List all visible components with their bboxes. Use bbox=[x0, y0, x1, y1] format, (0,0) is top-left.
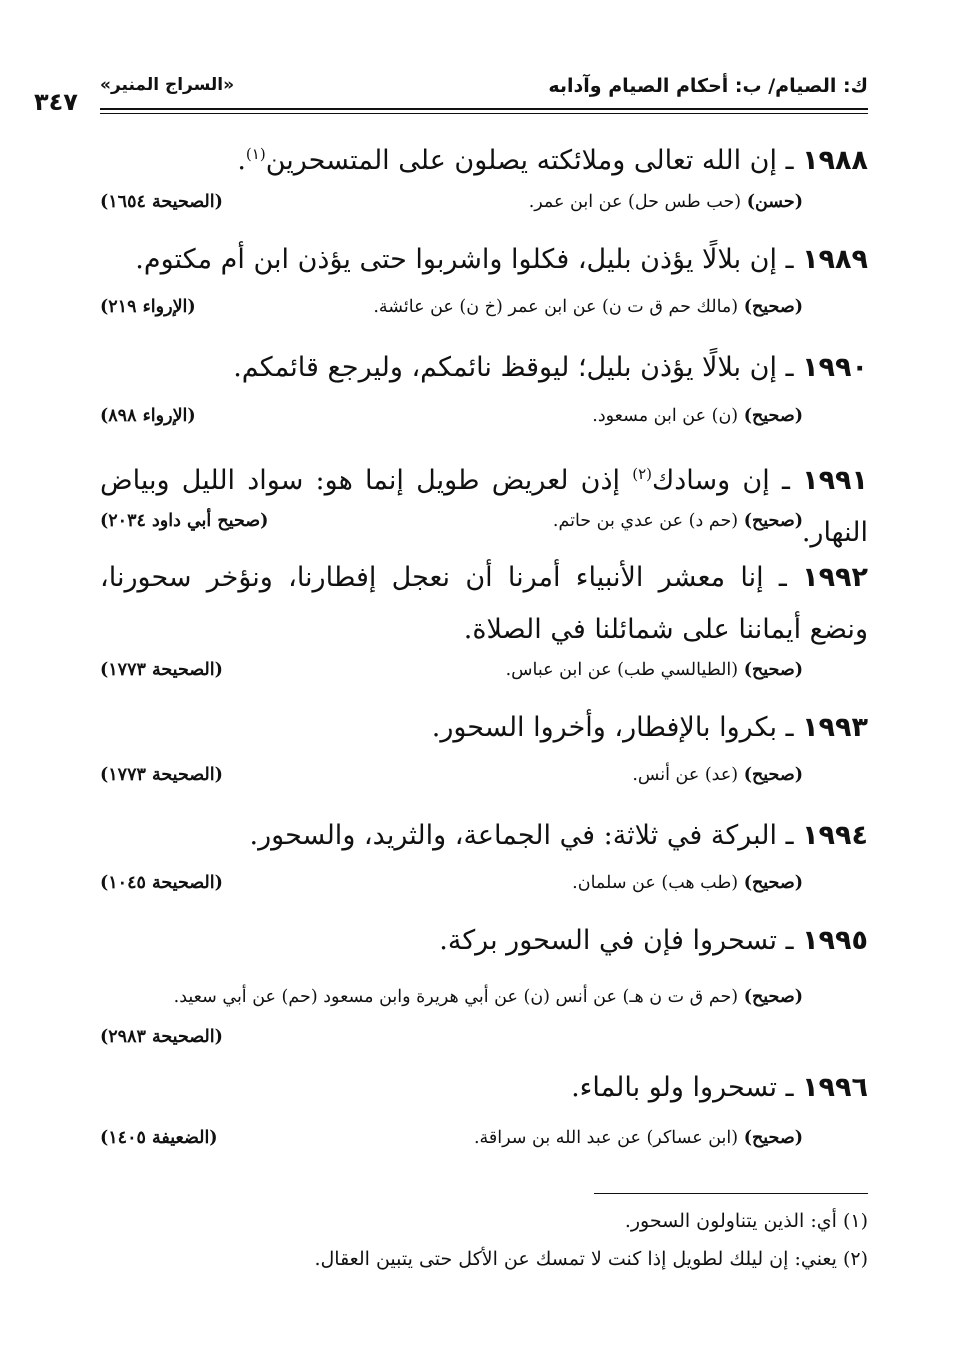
hadith-body: البركة في ثلاثة: في الجماعة، والثريد، والسحور. bbox=[249, 820, 777, 851]
source-text: (طب هب) عن سلمان. bbox=[572, 873, 739, 893]
source-text: (حم ق ت ن هـ) عن أنس (ن) عن أبي هريرة وابن مسعود (حم) عن أبي سعيد. bbox=[173, 987, 739, 1007]
source-text: (عد) عن أنس. bbox=[632, 765, 739, 785]
hadith-number: ١٩٨٩ bbox=[802, 244, 868, 275]
source-reference: (الصحيحة ١٠٤٥) bbox=[100, 873, 223, 893]
hadith-1989 bbox=[100, 234, 868, 286]
hadith-number: ١٩٨٨ bbox=[802, 145, 868, 176]
source-text: (ابن عساكر) عن عبد الله بن سراقة. bbox=[473, 1128, 739, 1148]
hadith-grade: (صحيح) bbox=[743, 511, 803, 531]
hadith-source bbox=[100, 765, 803, 795]
source-reference: (الصحيحة ١٦٥٤) bbox=[100, 192, 223, 212]
header-rule-thin bbox=[100, 113, 868, 114]
hadith-source bbox=[100, 977, 803, 1047]
footnote-number: (١) bbox=[842, 1210, 868, 1232]
hadith-1992 bbox=[100, 552, 868, 656]
hadith-body: إن بلالًا يؤذن بليل، فكلوا واشربوا حتى يؤذن ابن أم مكتوم. bbox=[135, 244, 777, 275]
hadith-1993 bbox=[100, 702, 868, 754]
hadith-1988 bbox=[100, 128, 868, 187]
page-number: ٣٤٧ bbox=[34, 88, 78, 116]
footnote-divider bbox=[594, 1193, 868, 1194]
hadith-source bbox=[100, 660, 803, 690]
hadith-grade: (صحيح) bbox=[743, 987, 803, 1007]
source-reference: (صحيح أبي داود ٢٠٣٤) bbox=[100, 511, 269, 531]
hadith-grade: (صحيح) bbox=[743, 765, 803, 785]
footnote-1 bbox=[100, 1210, 868, 1232]
hadith-grade: (صحيح) bbox=[743, 297, 803, 317]
hadith-body: إن الله تعالى وملائكته يصلون على المتسحرين bbox=[265, 145, 777, 176]
source-reference: (الصحيحة ٢٩٨٣) bbox=[100, 1027, 223, 1047]
hadith-text: ١٩٩٢ ـ إنا معشر الأنبياء أمرنا أن نعجل إفطارنا، ونؤخر سحورنا، ونضع أيماننا على شمائلنا في الصلاة. bbox=[100, 562, 869, 645]
book-title: «السراج المنير» bbox=[100, 75, 235, 95]
hadith-number: ١٩٩٠ bbox=[802, 352, 868, 383]
source-reference: (الضعيفة ١٤٠٥) bbox=[100, 1128, 218, 1148]
hadith-grade: (صحيح) bbox=[743, 406, 803, 426]
source-reference: (الصحيحة ١٧٧٣) bbox=[100, 765, 223, 785]
footnote-number: (٢) bbox=[842, 1248, 868, 1270]
hadith-text: ١٩٩٥ ـ تسحروا فإن في السحور بركة. bbox=[439, 925, 868, 956]
hadith-body-start: إن وسادك bbox=[652, 465, 770, 496]
hadith-1990 bbox=[100, 342, 868, 394]
hadith-source bbox=[100, 297, 803, 327]
source-text: (حب طس حل) عن ابن عمر. bbox=[528, 192, 742, 212]
hadith-source bbox=[100, 192, 803, 222]
hadith-number: ١٩٩٤ bbox=[802, 820, 868, 851]
hadith-body: إنا معشر الأنبياء أمرنا أن نعجل إفطارنا، ونؤخر سحورنا، ونضع أيماننا على شمائلنا في الصلاة. bbox=[100, 562, 868, 645]
source-body bbox=[100, 977, 803, 1017]
hadith-grade: (صحيح) bbox=[743, 873, 803, 893]
chapter-title: ك: الصيام/ ب: أحكام الصيام وآدابه bbox=[548, 75, 868, 97]
hadith-1991 bbox=[100, 448, 868, 559]
hadith-body: تسحروا ولو بالماء. bbox=[571, 1072, 777, 1103]
hadith-source bbox=[100, 511, 803, 541]
source-reference: (الإرواء ٨٩٨) bbox=[100, 406, 196, 426]
hadith-text: ١٩٨٨ ـ إن الله تعالى وملائكته يصلون على المتسحرين$^{(١)}$. bbox=[237, 145, 868, 176]
footnote-mark: (٢) bbox=[632, 465, 653, 483]
hadith-1996 bbox=[100, 1062, 868, 1114]
header-rule bbox=[100, 108, 868, 110]
source-reference: (الإرواء ٢١٩) bbox=[100, 297, 196, 317]
hadith-text: ١٩٩٣ ـ بكروا بالإفطار، وأخروا السحور. bbox=[431, 712, 868, 743]
hadith-number: ١٩٩٢ bbox=[802, 562, 869, 593]
page-header bbox=[100, 55, 868, 117]
hadith-body: إن بلالًا يؤذن بليل؛ ليوقظ نائمكم، وليرجع قائمكم. bbox=[233, 352, 777, 383]
hadith-text: ١٩٩٤ ـ البركة في ثلاثة: في الجماعة، والثريد، والسحور. bbox=[249, 820, 868, 851]
hadith-number: ١٩٩٦ bbox=[802, 1072, 868, 1103]
hadith-text: ١٩٨٩ ـ إن بلالًا يؤذن بليل، فكلوا واشربوا حتى يؤذن ابن أم مكتوم. bbox=[135, 244, 868, 275]
hadith-grade: (حسن) bbox=[746, 192, 803, 212]
hadith-number: ١٩٩١ bbox=[802, 465, 869, 496]
source-reference: (الصحيحة ١٧٧٣) bbox=[100, 660, 223, 680]
source-text: (الطيالسي طب) عن ابن عباس. bbox=[505, 660, 739, 680]
source-text: (مالك حم ق ت ن) عن ابن عمر (خ ن) عن عائشة. bbox=[373, 297, 739, 317]
footnote-text: يعني: إن ليلك لطويل إذا كنت لا تمسك عن الأكل حتى يتبين العقال. bbox=[314, 1248, 837, 1270]
hadith-body: إذن لعريض طويل إنما هو: سواد الليل وبياض النهار. bbox=[100, 465, 868, 548]
footnote-text: أي: الذين يتناولون السحور. bbox=[624, 1210, 837, 1232]
hadith-1994 bbox=[100, 810, 868, 862]
hadith-source bbox=[100, 406, 803, 436]
source-text: (ن) عن ابن مسعود. bbox=[592, 406, 739, 426]
hadith-end: . bbox=[237, 145, 246, 176]
footnote-mark: (١) bbox=[245, 145, 266, 163]
hadith-1995 bbox=[100, 915, 868, 967]
hadith-body: بكروا بالإفطار، وأخروا السحور. bbox=[431, 712, 777, 743]
hadith-body: تسحروا فإن في السحور بركة. bbox=[439, 925, 777, 956]
hadith-number: ١٩٩٣ bbox=[802, 712, 868, 743]
hadith-number: ١٩٩٥ bbox=[802, 925, 868, 956]
footnote-2 bbox=[100, 1248, 868, 1270]
hadith-text: ١٩٩٦ ـ تسحروا ولو بالماء. bbox=[571, 1072, 868, 1103]
hadith-text: ١٩٩١ ـ إن وسادك$^{(٢)}$ إذن لعريض طويل إنما هو: سواد الليل وبياض النهار. bbox=[100, 465, 869, 548]
hadith-text: ١٩٩٠ ـ إن بلالًا يؤذن بليل؛ ليوقظ نائمكم، وليرجع قائمكم. bbox=[233, 352, 868, 383]
hadith-grade: (صحيح) bbox=[743, 660, 803, 680]
hadith-source bbox=[100, 873, 803, 903]
hadith-grade: (صحيح) bbox=[743, 1128, 803, 1148]
hadith-source bbox=[100, 1128, 803, 1158]
source-text: (حم د) عن عدي بن حاتم. bbox=[552, 511, 739, 531]
